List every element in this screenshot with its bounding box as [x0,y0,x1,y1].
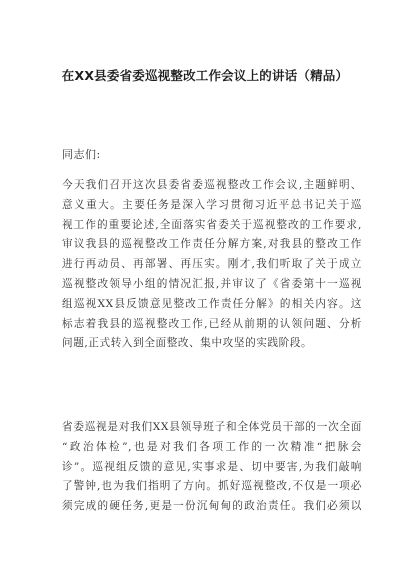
paragraph-line: 诊”。巡视组反馈的意见,实事求是、切中要害,为我们敲响 [62,460,362,473]
paragraph-line: 省委巡视是对我们XX县领导班子和全体党员干部的一次全面 [62,421,362,433]
paragraph-line: “政治体检”,也是对我们各项工作的一次精准“把脉会 [62,440,362,453]
paragraph-line: 组巡视XX县反馈意见整改工作责任分解》的相关内容。这 [62,297,362,310]
paragraph-line: 标志着我县的巡视整改工作,已经从前期的认领问题、分析 [62,317,362,330]
paragraph-line: 问题,正式转入到全面整改、集中攻坚的实践阶段。 [62,337,313,350]
paragraph-line: 巡视整改领导小组的情况汇报,并审议了《省委第十一巡视 [62,277,362,290]
salutation: 同志们: [62,148,101,161]
paragraph-1 [62,176,362,354]
paragraph-line: 审议我县的巡视整改工作责任分解方案,对我县的整改工作 [62,238,362,251]
paragraph-line: 进行再动员、再部署、再压实。刚才,我们听取了关于成立 [62,258,362,271]
paragraph-line: 须完成的硬任务,更是一份沉甸甸的政治责任。我们必须以 [62,500,362,513]
paragraph-2 [62,418,362,517]
document-title: 在XX县委省委巡视整改工作会议上的讲话（精品） [61,68,349,83]
paragraph-line: 今天我们召开这次县委省委巡视整改工作会议,主题鲜明、 [62,179,362,191]
paragraph-line: 了警钟,也为我们指明了方向。抓好巡视整改,不仅是一项必 [62,480,362,493]
paragraph-line: 视工作的重要论述,全面落实省委关于巡视整改的工作要求, [62,218,362,231]
paragraph-line: 意义重大。主要任务是深入学习贯彻习近平总书记关于巡 [62,198,362,211]
